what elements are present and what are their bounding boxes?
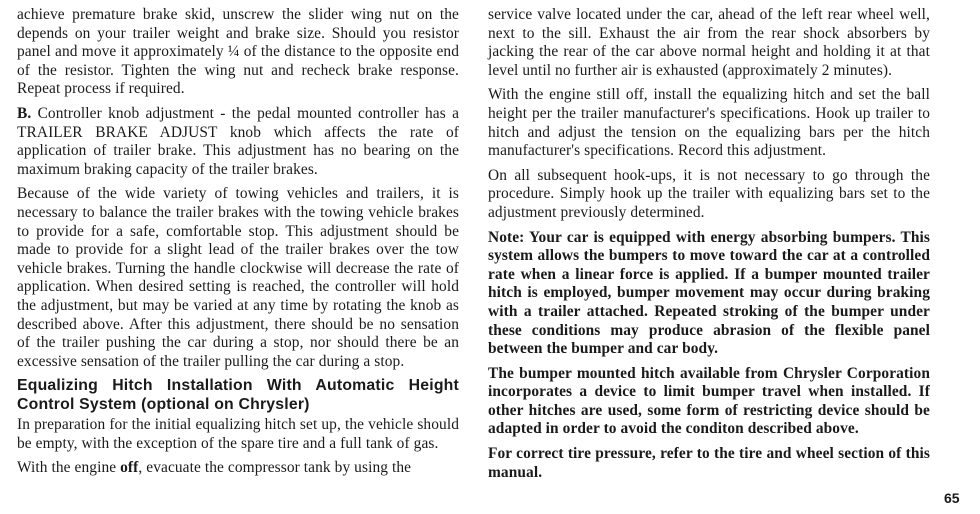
note-label: Note:: [488, 228, 525, 246]
paragraph-service-valve: service valve located under the car, ahead of the left rear wheel well, next to the sill. Exhaust the air from the rear shock absorbers by jacking the rear of the car above normal height and holding it at that level until no further air is exhausted (approximately 2 minutes).: [488, 6, 930, 79]
paragraph-brake-balance: Because of the wide variety of towing vehicles and trailers, it is necessary to balance the trailer brakes with the towing vehicle brakes to provide for a safe, comfortable stop. This adjustment should be made to provide for a slight lead of the trailer brakes over the tow vehicle brakes. Turning the handle clockwise will decrease the rate of application. When desired setting is reached, the controller will hold the adjustment, but may be varied at any time by rotating the knob as described above. After this adjustment, there should be no sensation of the trailer pushing the car during a stop, nor should there be an excessive sensation of the trailer pulling the car during a stop.: [17, 185, 459, 370]
paragraph-tire-pressure: For correct tire pressure, refer to the tire and wheel section of this manual.: [488, 445, 930, 481]
controller-knob-text: Controller knob adjustment - the pedal mounted controller has a TRAILER BRAKE ADJUST knob which affects the rate of application of trailer brake. This adjustment has no bearing on the maximum braking capacity of the trailer brakes.: [17, 104, 459, 178]
paragraph-preparation: In preparation for the initial equalizing hitch set up, the vehicle should be empty, with the exception of the spare tire and a full tank of gas.: [17, 416, 459, 452]
section-heading: Equalizing Hitch Installation With Automatic Height Control System (optional on Chrysler): [17, 377, 459, 413]
engine-off-pre: With the engine: [17, 459, 121, 477]
engine-off-post: , evacuate the compressor tank by using the: [138, 459, 412, 477]
page-number: 65: [944, 490, 960, 506]
paragraph-engine-off: [17, 459, 459, 478]
paragraph-slider-adjustment: achieve premature brake skid, unscrew the slider wing nut on the depends on your trailer weight and brake size. Should you resistor panel and move it approximately ¼ of the distance to the opposite end of the resistor. Tighten the wing nut and recheck brake response. Repeat process if required.: [17, 6, 459, 98]
note-text: Your car is equipped with energy absorbing bumpers. This system allows the bumpers to move toward the car at a controlled rate when a linear force is applied. If a bumper mounted trailer hitch is employed, bumper movement may occur during braking with a trailer attached. Repeated stroking of the bumper under these conditions may produce abrasion of the flexible panel between the bumper and car body.: [488, 228, 930, 358]
paragraph-controller-knob: [17, 105, 459, 179]
left-column: [17, 6, 459, 484]
right-column: [488, 6, 930, 488]
step-label: B.: [17, 104, 32, 122]
paragraph-subsequent-hookups: On all subsequent hook-ups, it is not necessary to go through the procedure. Simply hook up the trailer with equalizing bars set to the adjustment previously determined.: [488, 166, 930, 221]
paragraph-install-hitch: With the engine still off, install the equalizing hitch and set the ball height per the trailer manufacturer's specifications. Hook up trailer to hitch and adjust the tension on the equalizing bars per the hitch manufacturer's specifications. Record this adjustment.: [488, 86, 930, 160]
paragraph-note: [488, 229, 930, 359]
paragraph-chrysler-hitch: The bumper mounted hitch available from Chrysler Corporation incorporates a device to limit bumper travel when installed. If other hitches are used, some form of restricting device should be adapted in order to avoid the conditon described above.: [488, 364, 930, 438]
engine-off-emphasis: off: [120, 459, 139, 477]
